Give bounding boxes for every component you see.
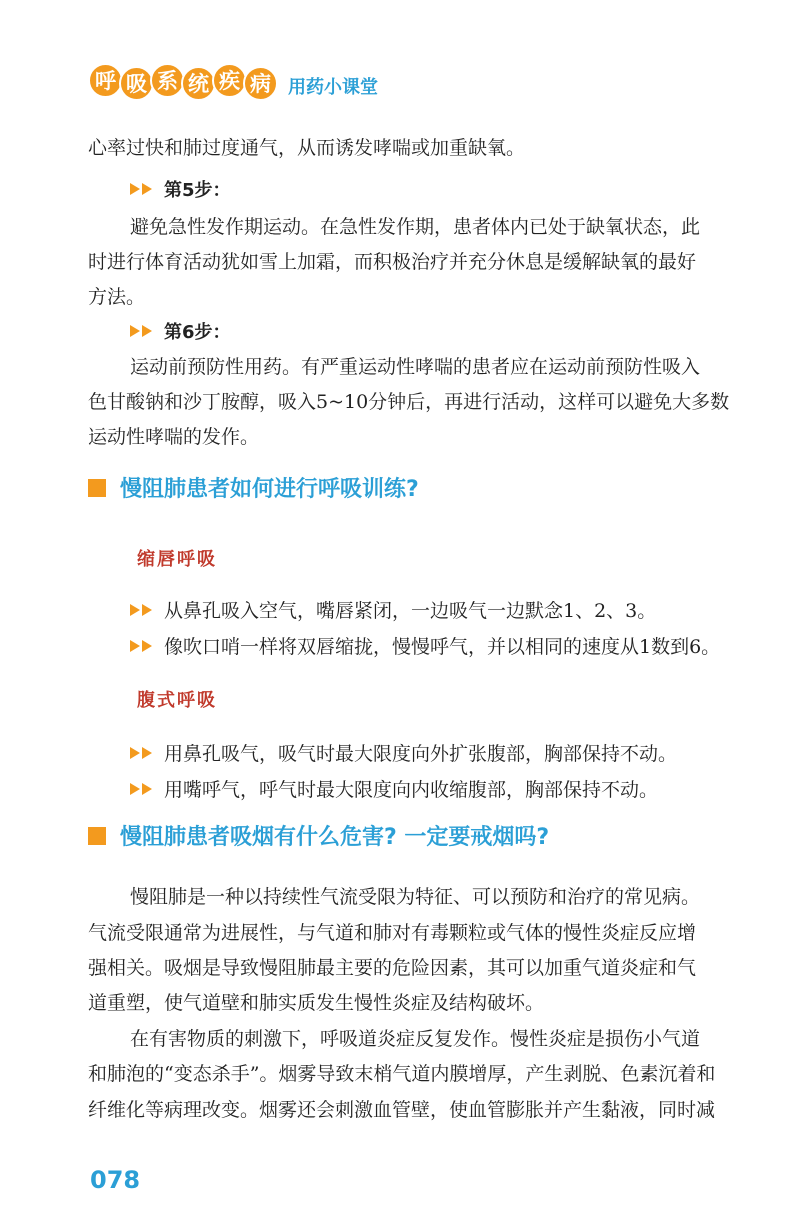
double-arrow-icon xyxy=(130,747,156,759)
bullet-text: 用嘴呼气，呼气时最大限度向内收缩腹部，胸部保持不动。 xyxy=(164,779,659,801)
section-marker-icon xyxy=(88,827,106,845)
text-line: 强相关。吸烟是导致慢阻肺最主要的危险因素，其可以加重气道炎症和气 xyxy=(88,957,697,979)
title-char: 病 xyxy=(243,66,278,101)
title-char: 疾 xyxy=(212,63,247,98)
double-arrow-icon xyxy=(130,604,156,616)
running-header xyxy=(88,60,378,100)
section-heading xyxy=(88,820,549,851)
title-char: 吸 xyxy=(119,66,154,101)
double-arrow-icon xyxy=(130,783,156,795)
section-marker-icon xyxy=(88,479,106,497)
header-subtitle: 用药小课堂 xyxy=(288,77,378,98)
double-arrow-icon xyxy=(130,183,156,195)
title-char: 呼 xyxy=(88,63,123,98)
step-label: 第6步： xyxy=(164,322,231,343)
subheading: 腹式呼吸 xyxy=(137,690,217,711)
text-line: 心率过快和肺过度通气，从而诱发哮喘或加重缺氧。 xyxy=(88,137,526,159)
page-number: 078 xyxy=(90,1166,141,1194)
step-label: 第5步： xyxy=(164,180,231,201)
text-line: 和肺泡的“变态杀手”。烟雾导致末梢气道内膜增厚，产生剥脱、色素沉着和 xyxy=(88,1063,716,1085)
text-line: 避免急性发作期运动。在急性发作期，患者体内已处于缺氧状态，此 xyxy=(130,216,701,238)
bullet-text: 像吹口哨一样将双唇缩拢，慢慢呼气，并以相同的速度从1数到6。 xyxy=(164,636,721,658)
text-line: 慢阻肺是一种以持续性气流受限为特征、可以预防和治疗的常见病。 xyxy=(130,886,701,908)
text-line: 道重塑，使气道壁和肺实质发生慢性炎症及结构破坏。 xyxy=(88,992,545,1014)
bullet-item xyxy=(130,596,656,623)
bullet-item xyxy=(130,739,677,766)
bullet-item xyxy=(130,632,720,659)
text-line: 在有害物质的刺激下，呼吸道炎症反复发作。慢性炎症是损伤小气道 xyxy=(130,1028,701,1050)
section-title: 慢阻肺患者吸烟有什么危害? 一定要戒烟吗? xyxy=(120,825,550,850)
text-line: 色甘酸钠和沙丁胺醇，吸入5~10分钟后，再进行活动，这样可以避免大多数 xyxy=(88,391,730,413)
double-arrow-icon xyxy=(130,640,156,652)
text-line: 气流受限通常为进展性，与气道和肺对有毒颗粒或气体的慢性炎症反应增 xyxy=(88,922,697,944)
text-line: 纤维化等病理改变。烟雾还会刺激血管壁，使血管膨胀并产生黏液，同时减 xyxy=(88,1099,716,1121)
title-char: 系 xyxy=(150,63,185,98)
step-heading xyxy=(130,318,231,344)
section-title: 慢阻肺患者如何进行呼吸训练? xyxy=(120,477,419,502)
bullet-item xyxy=(130,775,658,802)
bullet-text: 用鼻孔吸气，吸气时最大限度向外扩张腹部，胸部保持不动。 xyxy=(164,743,678,765)
subheading: 缩唇呼吸 xyxy=(137,549,217,570)
double-arrow-icon xyxy=(130,325,156,337)
text-line: 运动性哮喘的发作。 xyxy=(88,426,260,448)
text-line: 运动前预防性用药。有严重运动性哮喘的患者应在运动前预防性吸入 xyxy=(130,356,701,378)
step-heading xyxy=(130,176,231,202)
title-char: 统 xyxy=(181,66,216,101)
bullet-text: 从鼻孔吸入空气，嘴唇紧闭，一边吸气一边默念1、2、3。 xyxy=(164,600,657,622)
text-line: 时进行体育活动犹如雪上加霜，而积极治疗并充分休息是缓解缺氧的最好 xyxy=(88,251,697,273)
header-title xyxy=(88,60,274,101)
section-heading xyxy=(88,472,419,503)
text-line: 方法。 xyxy=(88,286,146,308)
